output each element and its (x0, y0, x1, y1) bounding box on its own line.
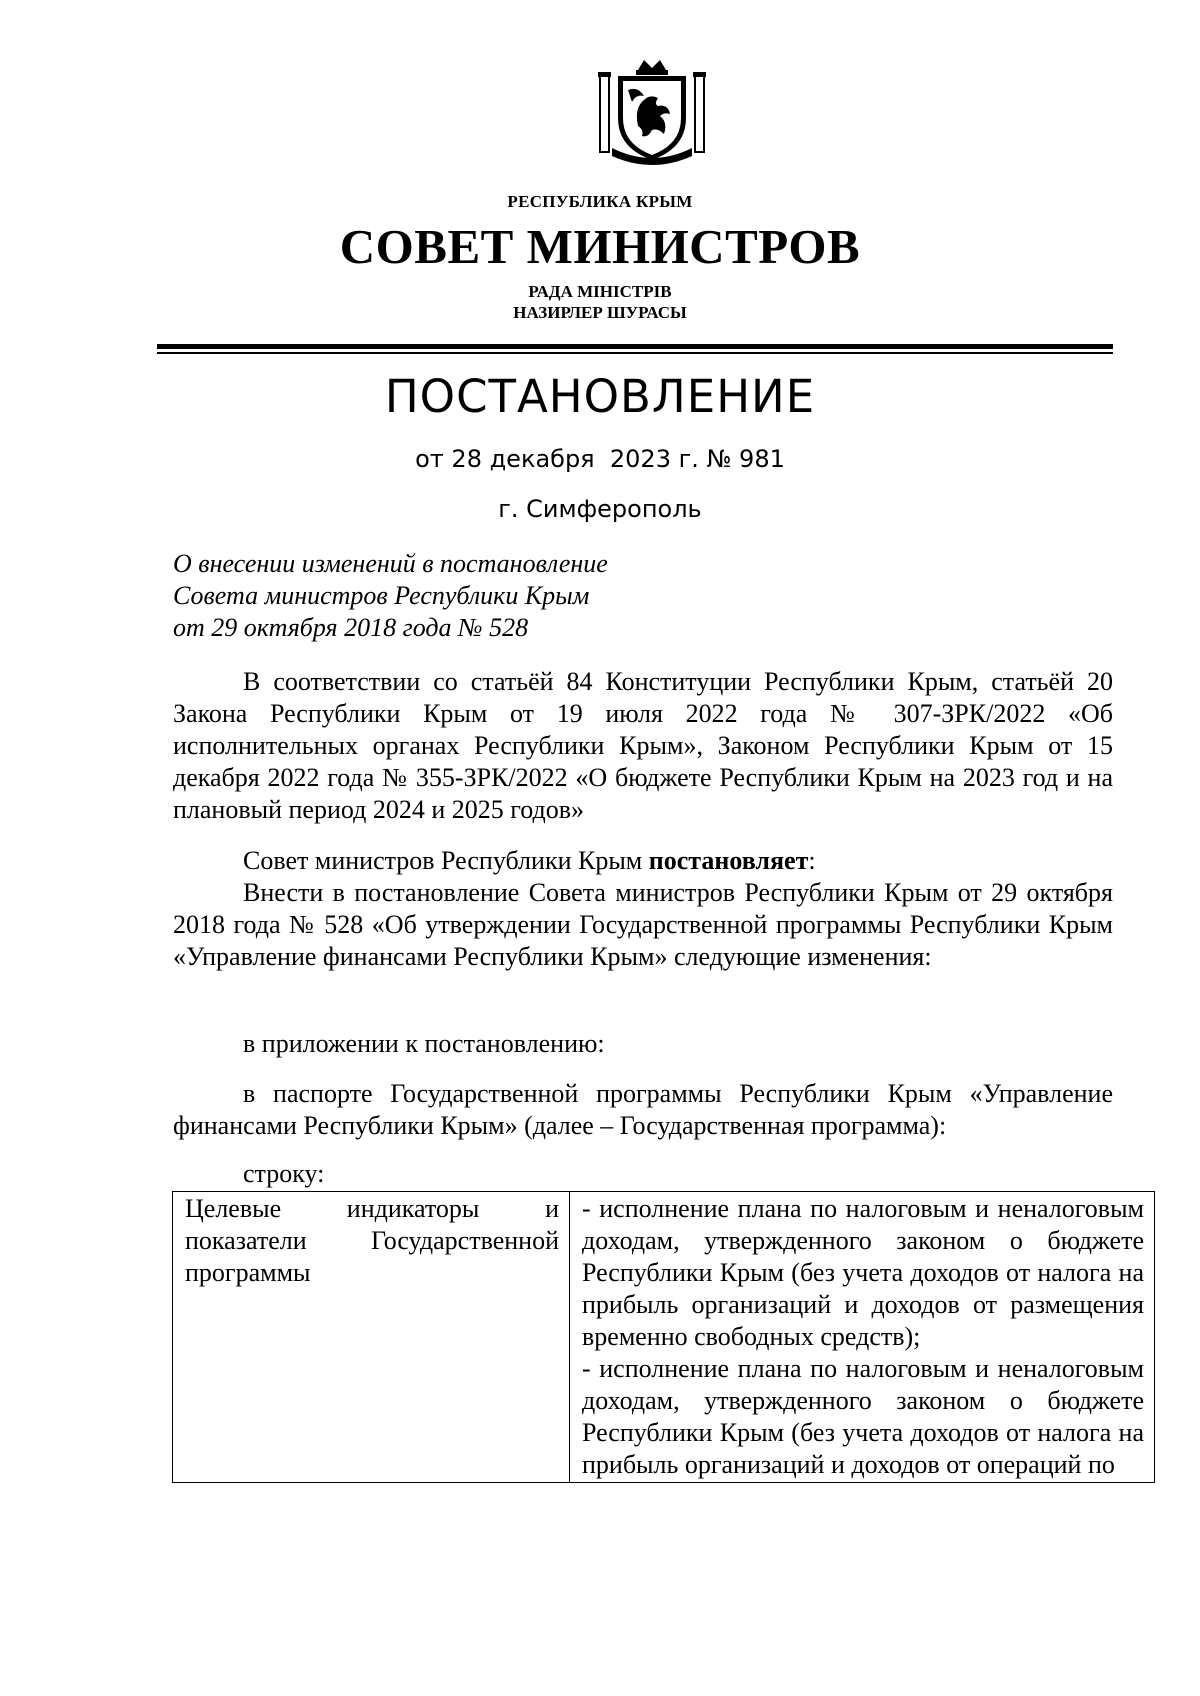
row-label-paragraph: строку: (243, 1159, 325, 1188)
subject-line: Совета министров Республики Крым (173, 581, 590, 610)
table-cell-indicator-values (570, 1192, 1155, 1483)
header-rule-thick (157, 344, 1113, 349)
resolution-text: Совет министров Республики Крым (243, 846, 649, 875)
passport-paragraph: в паспорте Государственной программы Республики Крым «Управление финансами Республики Крым» (далее – Государственная программа): (173, 1079, 1113, 1140)
decree-city: г. Симферополь (498, 495, 702, 523)
decree-date-number: от 28 декабря 2023 г. № 981 (415, 445, 785, 473)
resolution-paragraph (173, 845, 1113, 877)
document-type: ПОСТАНОВЛЕНИЕ (384, 370, 816, 423)
resolution-verb: постановляет (648, 846, 809, 875)
resolution-colon: : (808, 846, 816, 875)
appendix-paragraph: в приложении к постановлению: (243, 1029, 605, 1058)
subject-line: О внесении изменений в постановление (173, 549, 608, 578)
program-passport-table (172, 1191, 1155, 1483)
council-title-translations (0, 281, 1200, 323)
coat-of-arms-emblem (598, 56, 706, 166)
indicator-item: - исполнение плана по налоговым и неналоговым доходам, утвержденного законом о бюджете Республики Крым (без учета доходов от налога на прибыль организаций и доходов от размещения временно свободных средств); (582, 1194, 1144, 1351)
subject-line: от 29 октября 2018 года № 528 (173, 613, 529, 642)
council-title: СОВЕТ МИНИСТРОВ (339, 219, 861, 274)
table-row (173, 1192, 1155, 1483)
council-title-ukrainian: РАДА МІНІСТРІВ (528, 282, 672, 301)
indicator-item: - исполнение плана по налоговым и неналоговым доходам, утвержденного законом о бюджете Республики Крым (без учета доходов от налога на прибыль организаций и доходов от операций по (582, 1354, 1144, 1479)
header-rule-thin (157, 352, 1113, 354)
decree-subject (173, 548, 608, 644)
amendment-paragraph: Внести в постановление Совета министров Республики Крым от 29 октября 2018 года № 528 «Об утверждении Государственной программы Республики Крым «Управление финансами Республики Крым» следующие изменения: (173, 878, 1113, 971)
table-cell-indicator-label: Целевые индикаторы и показатели Государственной программы (173, 1192, 570, 1483)
preamble-paragraph: В соответствии со статьёй 84 Конституции Республики Крым, статьёй 20 Закона Республики Крым от 19 июля 2022 года № 307-ЗРК/2022 «Об исполнительных органах Республики Крым», Законом Республики Крым от 15 декабря 2022 года № 355-ЗРК/2022 «О бюджете Республики Крым на 2023 год и на плановый период 2024 и 2025 годов» (173, 667, 1113, 824)
republic-name: РЕСПУБЛИКА КРЫМ (507, 192, 693, 211)
council-title-crimean-tatar: НАЗИРЛЕР ШУРАСЫ (513, 303, 687, 322)
